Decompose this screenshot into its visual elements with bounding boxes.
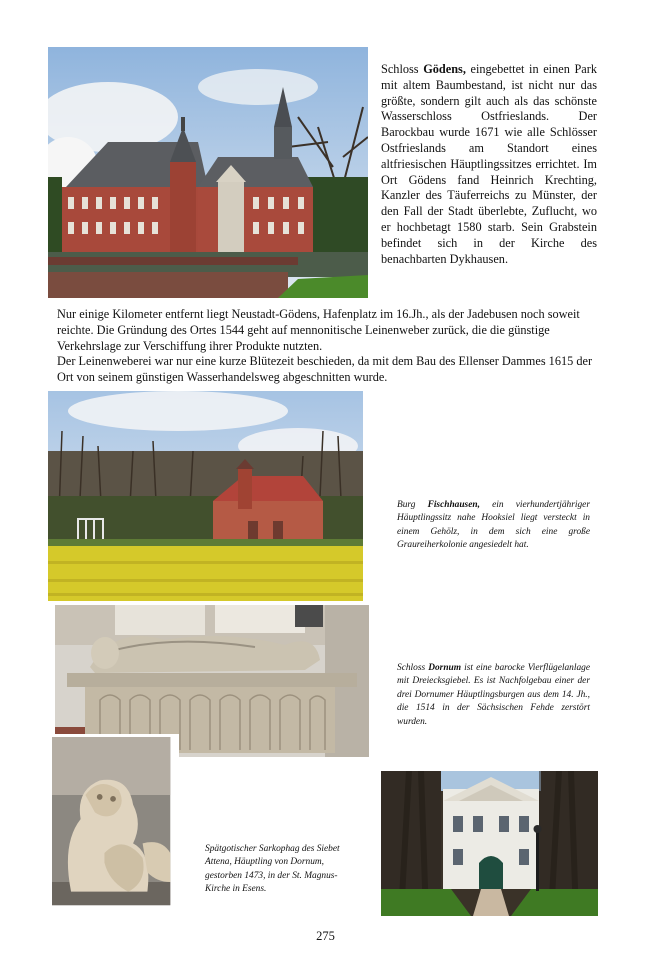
- page-number: 275: [316, 929, 335, 943]
- neustadt-paragraph: [57, 307, 597, 386]
- photo-lion-sculpture: [49, 734, 179, 914]
- caption-sarkophag: Spätgotischer Sarkophag des Siebet Attena, Häuptling von Dornum, gestorben 1473, in der St. Magnus-Kirche in Esens.: [205, 844, 340, 895]
- photo-burg-fischhausen: [48, 391, 363, 601]
- goedens-name: Gödens,: [423, 62, 466, 76]
- neustadt-line-1: Nur einige Kilometer entfernt liegt Neustadt-Gödens, Hafenplatz im 16.Jh., als der Jadebusen noch soweit reichte. Die Gründung des Ortes 1544 geht auf mennonitische Leinenweber zurück, die die günstige Verkehrslage zur Verschiffung ihrer Produkte nutzten.: [57, 307, 580, 353]
- caption-dornum: Schloss Dornum ist eine barocke Vierflügelanlage mit Dreiecksgiebel. Es ist Nachfolgebau einer der drei Dornumer Häuptlingsburgen aus dem 14. Jh., die 1514 in der Sächsischen Fehde zerstört wurden.: [397, 663, 590, 727]
- photo-schloss-goedens: [48, 47, 368, 298]
- caption-fischhausen: Burg Fischhausen, ein vierhundertjähriger Häuptlingssitz nahe Hooksiel liegt versteckt in einem Gehölz, in dem sich eine große Graureiherkolonie angesiedelt hat.: [397, 500, 590, 551]
- goedens-paragraph: Schloss Gödens, eingebettet in einen Park mit altem Baumbestand, ist nicht nur das größte, sondern gilt auch als das schönste Wasserschloss Ostfrieslands. Der Barockbau wurde 1671 wie alle Schlösser Ostfrieslands am Standort eines altfriesischen Häuptlingssitzes errichtet. Im Ort Gödens fand Heinrich Krechting, Kanzler des Täuferreichs zu Münster, der den Fall der Stadt überlebte, Zuflucht, wo er hochbetagt 1580 starb. Sein Grabstein befindet sich in der Kirche des benachbarten Dykhausen.: [381, 62, 597, 266]
- photo-schloss-dornum: [381, 771, 598, 916]
- caption-fischhausen-name: Fischhausen,: [427, 500, 480, 510]
- neustadt-line-2: Der Leinenweberei war nur eine kurze Blütezeit beschieden, da mit dem Bau des Ellenser Dammes 1615 der Ort von seinem günstigen Wasserhandelsweg abgeschnitten wurde.: [57, 354, 593, 385]
- caption-dornum-name: Dornum: [428, 663, 462, 673]
